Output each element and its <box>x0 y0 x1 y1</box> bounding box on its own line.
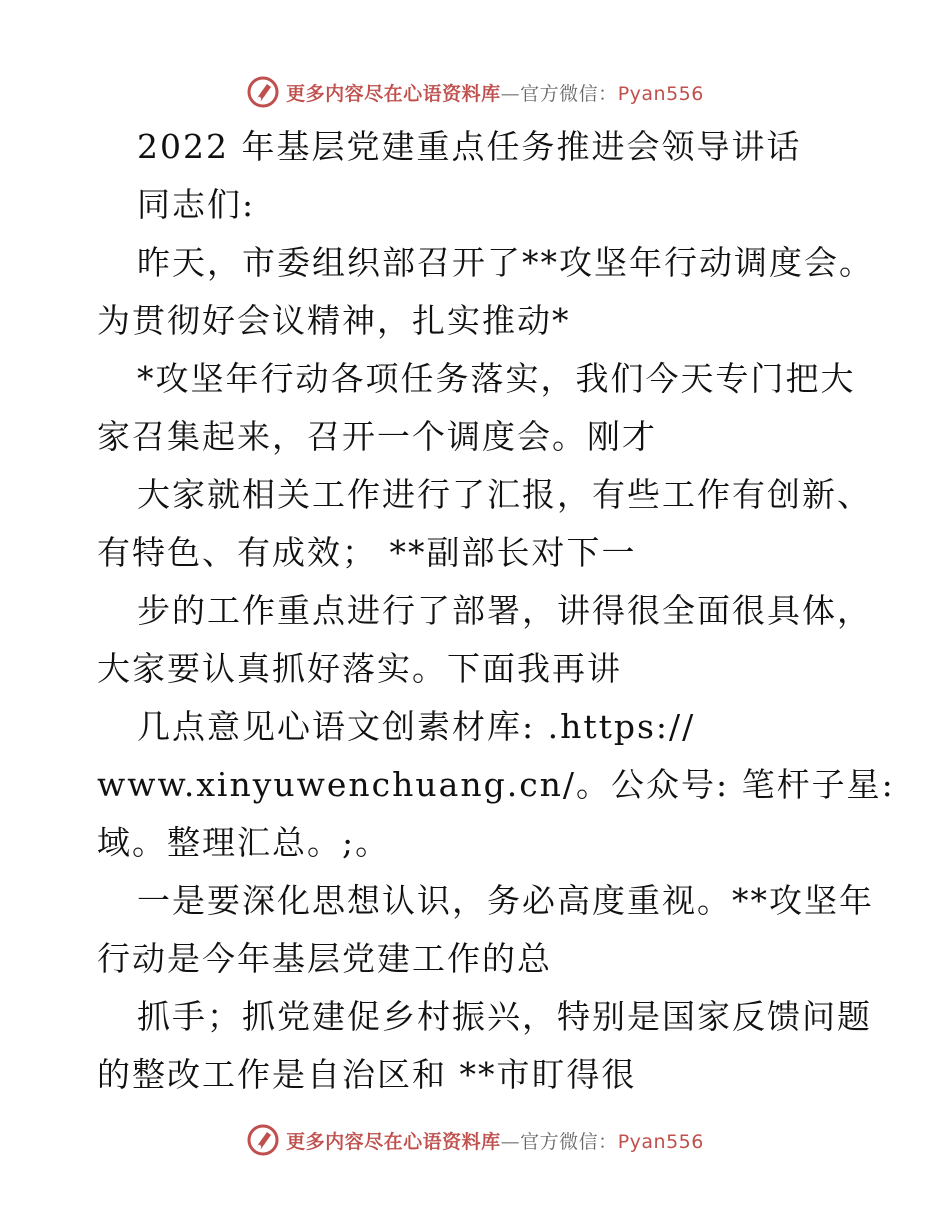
document-body <box>97 118 895 1104</box>
salutation: 同志们: <box>137 185 256 224</box>
banner-wechat-id: Pyan556 <box>617 82 704 105</box>
paragraph-line: 为贯彻好会议精神，扎实推动* <box>97 301 571 340</box>
pen-nib-logo-icon <box>246 75 280 109</box>
document-title: 2022 年基层党建重点任务推进会领导讲话 <box>137 127 802 166</box>
banner-separator: — <box>500 82 521 105</box>
banner-main-text: 更多内容尽在心语资料库 <box>286 82 501 105</box>
paragraph-line: 步的工作重点进行了部署，讲得很全面很具体， <box>137 591 872 630</box>
banner-wechat-label: 官方微信： <box>520 1130 618 1153</box>
footer-banner <box>0 1118 950 1162</box>
pen-nib-logo-icon <box>246 1123 280 1157</box>
paragraph-line: 域。整理汇总。;。 <box>97 823 391 862</box>
paragraph-line: 一是要深化思想认识，务必高度重视。**攻坚年 <box>137 881 874 920</box>
banner-wechat-label: 官方微信： <box>520 82 618 105</box>
banner-main-text: 更多内容尽在心语资料库 <box>286 1130 501 1153</box>
paragraph-line: 有特色、有成效； **副部长对下一 <box>97 533 637 572</box>
paragraph-line: 昨天，市委组织部召开了**攻坚年行动调度会。 <box>137 243 874 282</box>
banner-wechat-id: Pyan556 <box>617 1130 704 1153</box>
paragraph-line: 几点意见心语文创素材库: .https:// <box>137 707 696 746</box>
paragraph-line: 大家要认真抓好落实。下面我再讲 <box>97 649 622 688</box>
header-banner <box>0 70 950 114</box>
paragraph-line: *攻坚年行动各项任务落实，我们今天专门把大 <box>137 359 856 398</box>
paragraph-line: www.xinyuwenchuang.cn/。公众号: 笔杆子星: <box>97 765 895 804</box>
banner-text <box>286 1127 704 1154</box>
banner-text <box>286 79 704 106</box>
paragraph-line: 大家就相关工作进行了汇报，有些工作有创新、 <box>137 475 872 514</box>
paragraph-line: 行动是今年基层党建工作的总 <box>97 939 552 978</box>
banner-separator: — <box>500 1130 521 1153</box>
paragraph-line: 抓手；抓党建促乡村振兴，特别是国家反馈问题 <box>137 997 872 1036</box>
paragraph-line: 的整改工作是自治区和 **市盯得很 <box>97 1055 637 1094</box>
paragraph-line: 家召集起来，召开一个调度会。刚才 <box>97 417 657 456</box>
